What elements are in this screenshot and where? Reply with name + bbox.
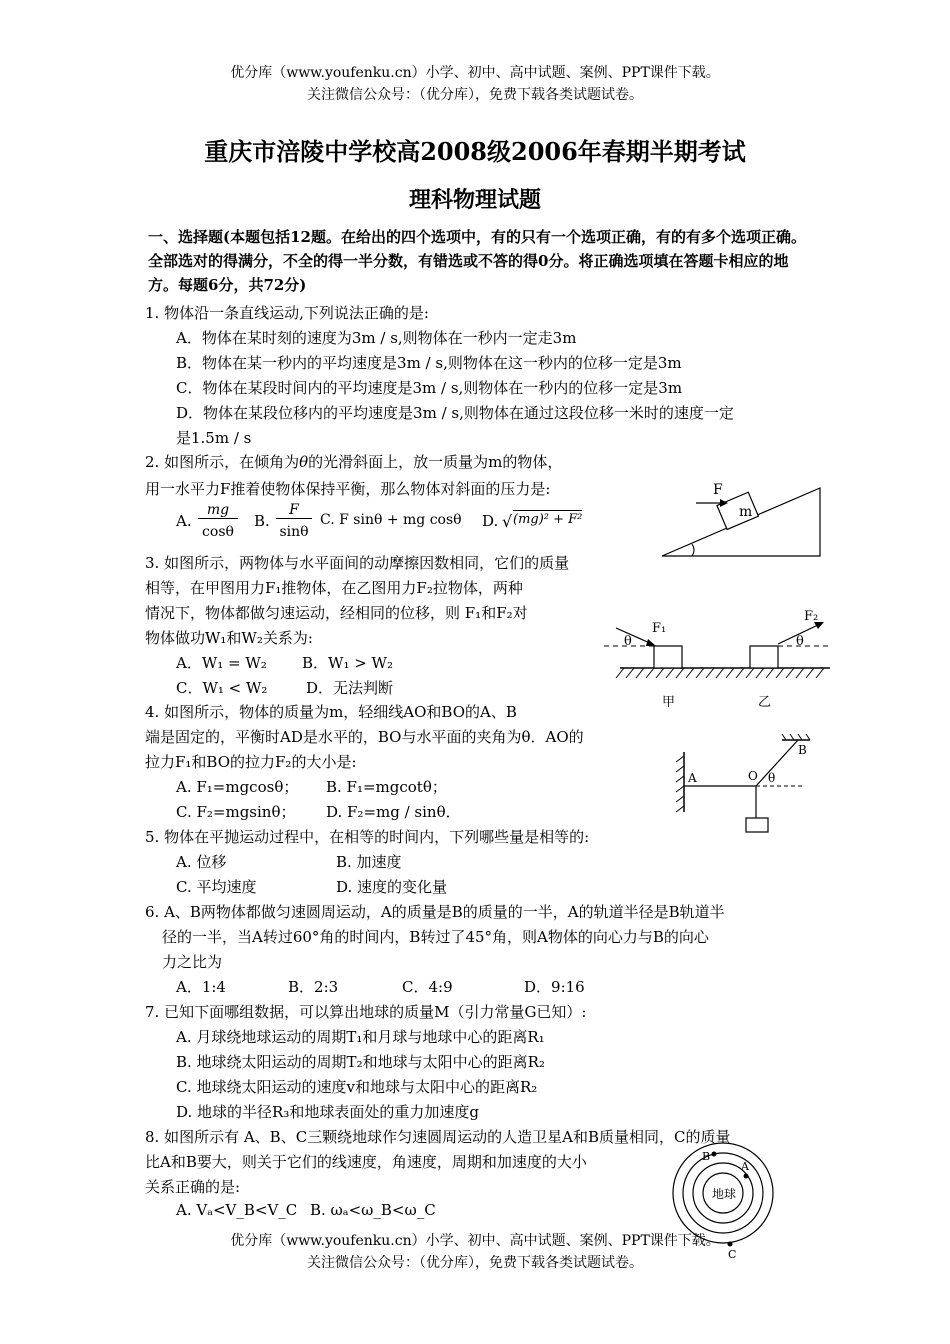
q2-stem: 2. 如图所示，在倾角为θ的光滑斜面上，放一质量为m的物体， (145, 453, 563, 471)
q6-option-d: D．9:16 (524, 978, 585, 996)
block-jia (654, 646, 682, 668)
q5-option-a: A. 位移 (176, 853, 227, 871)
q4-figure (672, 730, 822, 840)
q4-option-b: B. F₁=mgcotθ； (326, 778, 447, 796)
q3-line-4: 物体做功W₁和W₂关系为: (145, 629, 313, 647)
q5-option-d: D. 速度的变化量 (336, 878, 448, 896)
q7-option-b: B. 地球绕太阳运动的周期T₂和地球与太阳中心的距离R₂ (176, 1053, 545, 1071)
q2-option-c: C. F sinθ + mg cosθ (320, 512, 462, 528)
fig-label-jia: 甲 (662, 695, 676, 710)
header-line-1: 优分库（www.youfenku.cn）小学、初中、高中试题、案例、PPT课件下载。 (230, 65, 720, 81)
fig-label-A: A (741, 1160, 749, 1173)
fig-label-theta: θ (768, 771, 776, 785)
hanging-mass (746, 818, 768, 832)
q4-option-d: D. F₂=mg / sinθ． (326, 803, 461, 821)
q2-option-a-label: A. (176, 512, 192, 530)
q2-option-d-expr: (mg)² + F² (513, 512, 583, 527)
q1-option-b: B．物体在某一秒内的平均速度是3m / s,则物体在这一秒内的位移一定是3m (176, 354, 682, 372)
q6-line-1: 6. A、B两物体都做匀速圆周运动，A的质量是B的质量的一半，A的轨道半径是B轨道半 (145, 903, 725, 921)
q1-option-d: D．物体在某段位移内的平均速度是3m / s,则物体在通过这段位移一米时的速度一定 (176, 404, 734, 422)
force-F1-line (616, 628, 652, 644)
q4-option-a: A. F₁=mgcosθ； (176, 778, 299, 796)
q5-stem: 5. 物体在平抛运动过程中，在相等的时间内，下列哪些量是相等的: (145, 828, 590, 846)
q1-option-d-cont: 是1.5m / s (176, 429, 252, 447)
fig-label-yi: 乙 (758, 695, 772, 710)
q4-option-c: C. F₂=mgsinθ； (176, 803, 296, 821)
q6-line-2: 径的一半，当A转过60°角的时间内，B转过了45°角，则A物体的向心力与B的向心 (162, 928, 709, 946)
q3-option-a: A．W₁ = W₂ (176, 654, 267, 672)
ground-hatching (616, 668, 824, 678)
fig-label-earth: 地球 (712, 1187, 737, 1201)
q2-option-a-den: cosθ (202, 524, 234, 540)
q8-line-1: 8. 如图所示有 A、B、C三颗绕地球作匀速圆周运动的人造卫星A和B质量相同，C的质量 (145, 1128, 731, 1146)
fig-label-C: C (728, 1248, 737, 1261)
q7-option-a: A. 月球绕地球运动的周期T₁和月球与地球中心的距离R₁ (176, 1028, 545, 1046)
q2-option-b-label: B. (254, 512, 270, 530)
q7-option-c: C. 地球绕太阳运动的速度v和地球与太阳中心的距离R₂ (176, 1078, 538, 1096)
footer-line-2: 关注微信公众号：（优分库），免费下载各类试题试卷。 (307, 1255, 643, 1271)
exam-title: 重庆市涪陵中学校高2008级2006年春期半期考试 (204, 137, 746, 166)
q3-line-3: 情况下，物体都做匀速运动，经相同的位移，则 F₁和F₂对 (145, 604, 528, 622)
fig-label-m: m (739, 504, 753, 520)
q2-option-b-den: sinθ (279, 524, 309, 540)
fig-label-F2: F₂ (804, 609, 819, 624)
q8-option-b: B. ωₐ<ω_B<ω_C (310, 1201, 436, 1219)
q2-option-b-num: F (276, 502, 312, 519)
angle-arc (692, 544, 694, 556)
fig-label-F: F (713, 482, 723, 498)
satellite-B (712, 1152, 717, 1157)
q4-line-2: 端是固定的，平衡时AD是水平的，BO与水平面的夹角为θ．AO的 (145, 728, 584, 746)
q1-option-a: A．物体在某时刻的速度为3m / s,则物体在一秒内一定走3m (176, 329, 577, 347)
q3-option-c: C．W₁ < W₂ (176, 679, 268, 697)
q8-option-a: A. Vₐ<V_B<V_C (176, 1201, 298, 1219)
q3-line-1: 3. 如图所示，两物体与水平面间的动摩擦因数相同，它们的质量 (145, 554, 570, 572)
q1-stem: 1. 物体沿一条直线运动,下列说法正确的是: (145, 304, 429, 322)
q6-option-b: B．2:3 (288, 978, 339, 996)
fig-label-B: B (702, 1150, 711, 1163)
header-line-2: 关注微信公众号：（优分库），免费下载各类试题试卷。 (307, 87, 643, 103)
q8-line-3: 关系正确的是: (145, 1178, 241, 1196)
q2-incline-figure (650, 478, 830, 563)
q8-line-2: 比A和B要大，则关于它们的线速度，角速度，周期和加速度的大小 (145, 1153, 587, 1171)
wall-hatching (676, 756, 684, 812)
fig-label-F1: F₁ (652, 621, 667, 636)
rope-BO (756, 740, 798, 786)
section-instructions: 一、选择题(本题包括12题。在给出的四个选项中，有的只有一个选项正确，有的有多个选项正确。全部选对的得满分，不全的得一半分数，有错选或不答的得0分。将正确选项填在答题卡相应的地方。每题6分，共72分) (148, 228, 806, 294)
q2-sqrt-sign: √ (502, 512, 513, 531)
footer-line-1: 优分库（www.youfenku.cn）小学、初中、高中试题、案例、PPT课件下载。 (230, 1233, 720, 1249)
q6-line-3: 力之比为 (162, 953, 223, 971)
ceiling-hatching (782, 734, 810, 740)
q3-line-2: 相等，在甲图用力F₁推物体，在乙图用力F₂拉物体，两种 (145, 579, 523, 597)
force-F1-head (646, 639, 656, 646)
block-yi (750, 646, 778, 668)
fig-label-B: B (798, 743, 807, 757)
q6-option-a: A．1:4 (176, 978, 226, 996)
fig-label-theta-yi: θ (796, 634, 804, 649)
q1-option-c: C．物体在某段时间内的平均速度是3m / s,则物体在一秒内的位移一定是3m (176, 379, 683, 397)
q2-stem-cont: 用一水平力F推着使物体保持平衡，那么物体对斜面的压力是: (145, 480, 551, 498)
fig-label-O: O (748, 769, 758, 783)
fig-label-A: A (688, 771, 697, 785)
q5-option-c: C. 平均速度 (176, 878, 257, 896)
fig-label-theta-jia: θ (624, 634, 632, 649)
q3-option-b: B．W₁ > W₂ (302, 654, 393, 672)
q2-option-d-label: D. (482, 512, 499, 530)
q4-line-3: 拉力F₁和BO的拉力F₂的大小是: (145, 753, 357, 771)
q6-option-c: C．4:9 (402, 978, 453, 996)
exam-subtitle: 理科物理试题 (408, 187, 541, 213)
q2-option-a-num: mg (198, 502, 238, 519)
satellite-A (744, 1174, 749, 1179)
q3-option-d: D．无法判断 (306, 679, 394, 697)
q3-figure (600, 600, 835, 712)
q5-option-b: B. 加速度 (336, 853, 402, 871)
q4-line-1: 4. 如图所示，物体的质量为m，轻细线AO和BO的A、B (145, 703, 517, 721)
q7-stem: 7. 已知下面哪组数据，可以算出地球的质量M（引力常量G已知）: (145, 1003, 587, 1021)
q7-option-d: D. 地球的半径R₃和地球表面处的重力加速度g (176, 1103, 479, 1121)
